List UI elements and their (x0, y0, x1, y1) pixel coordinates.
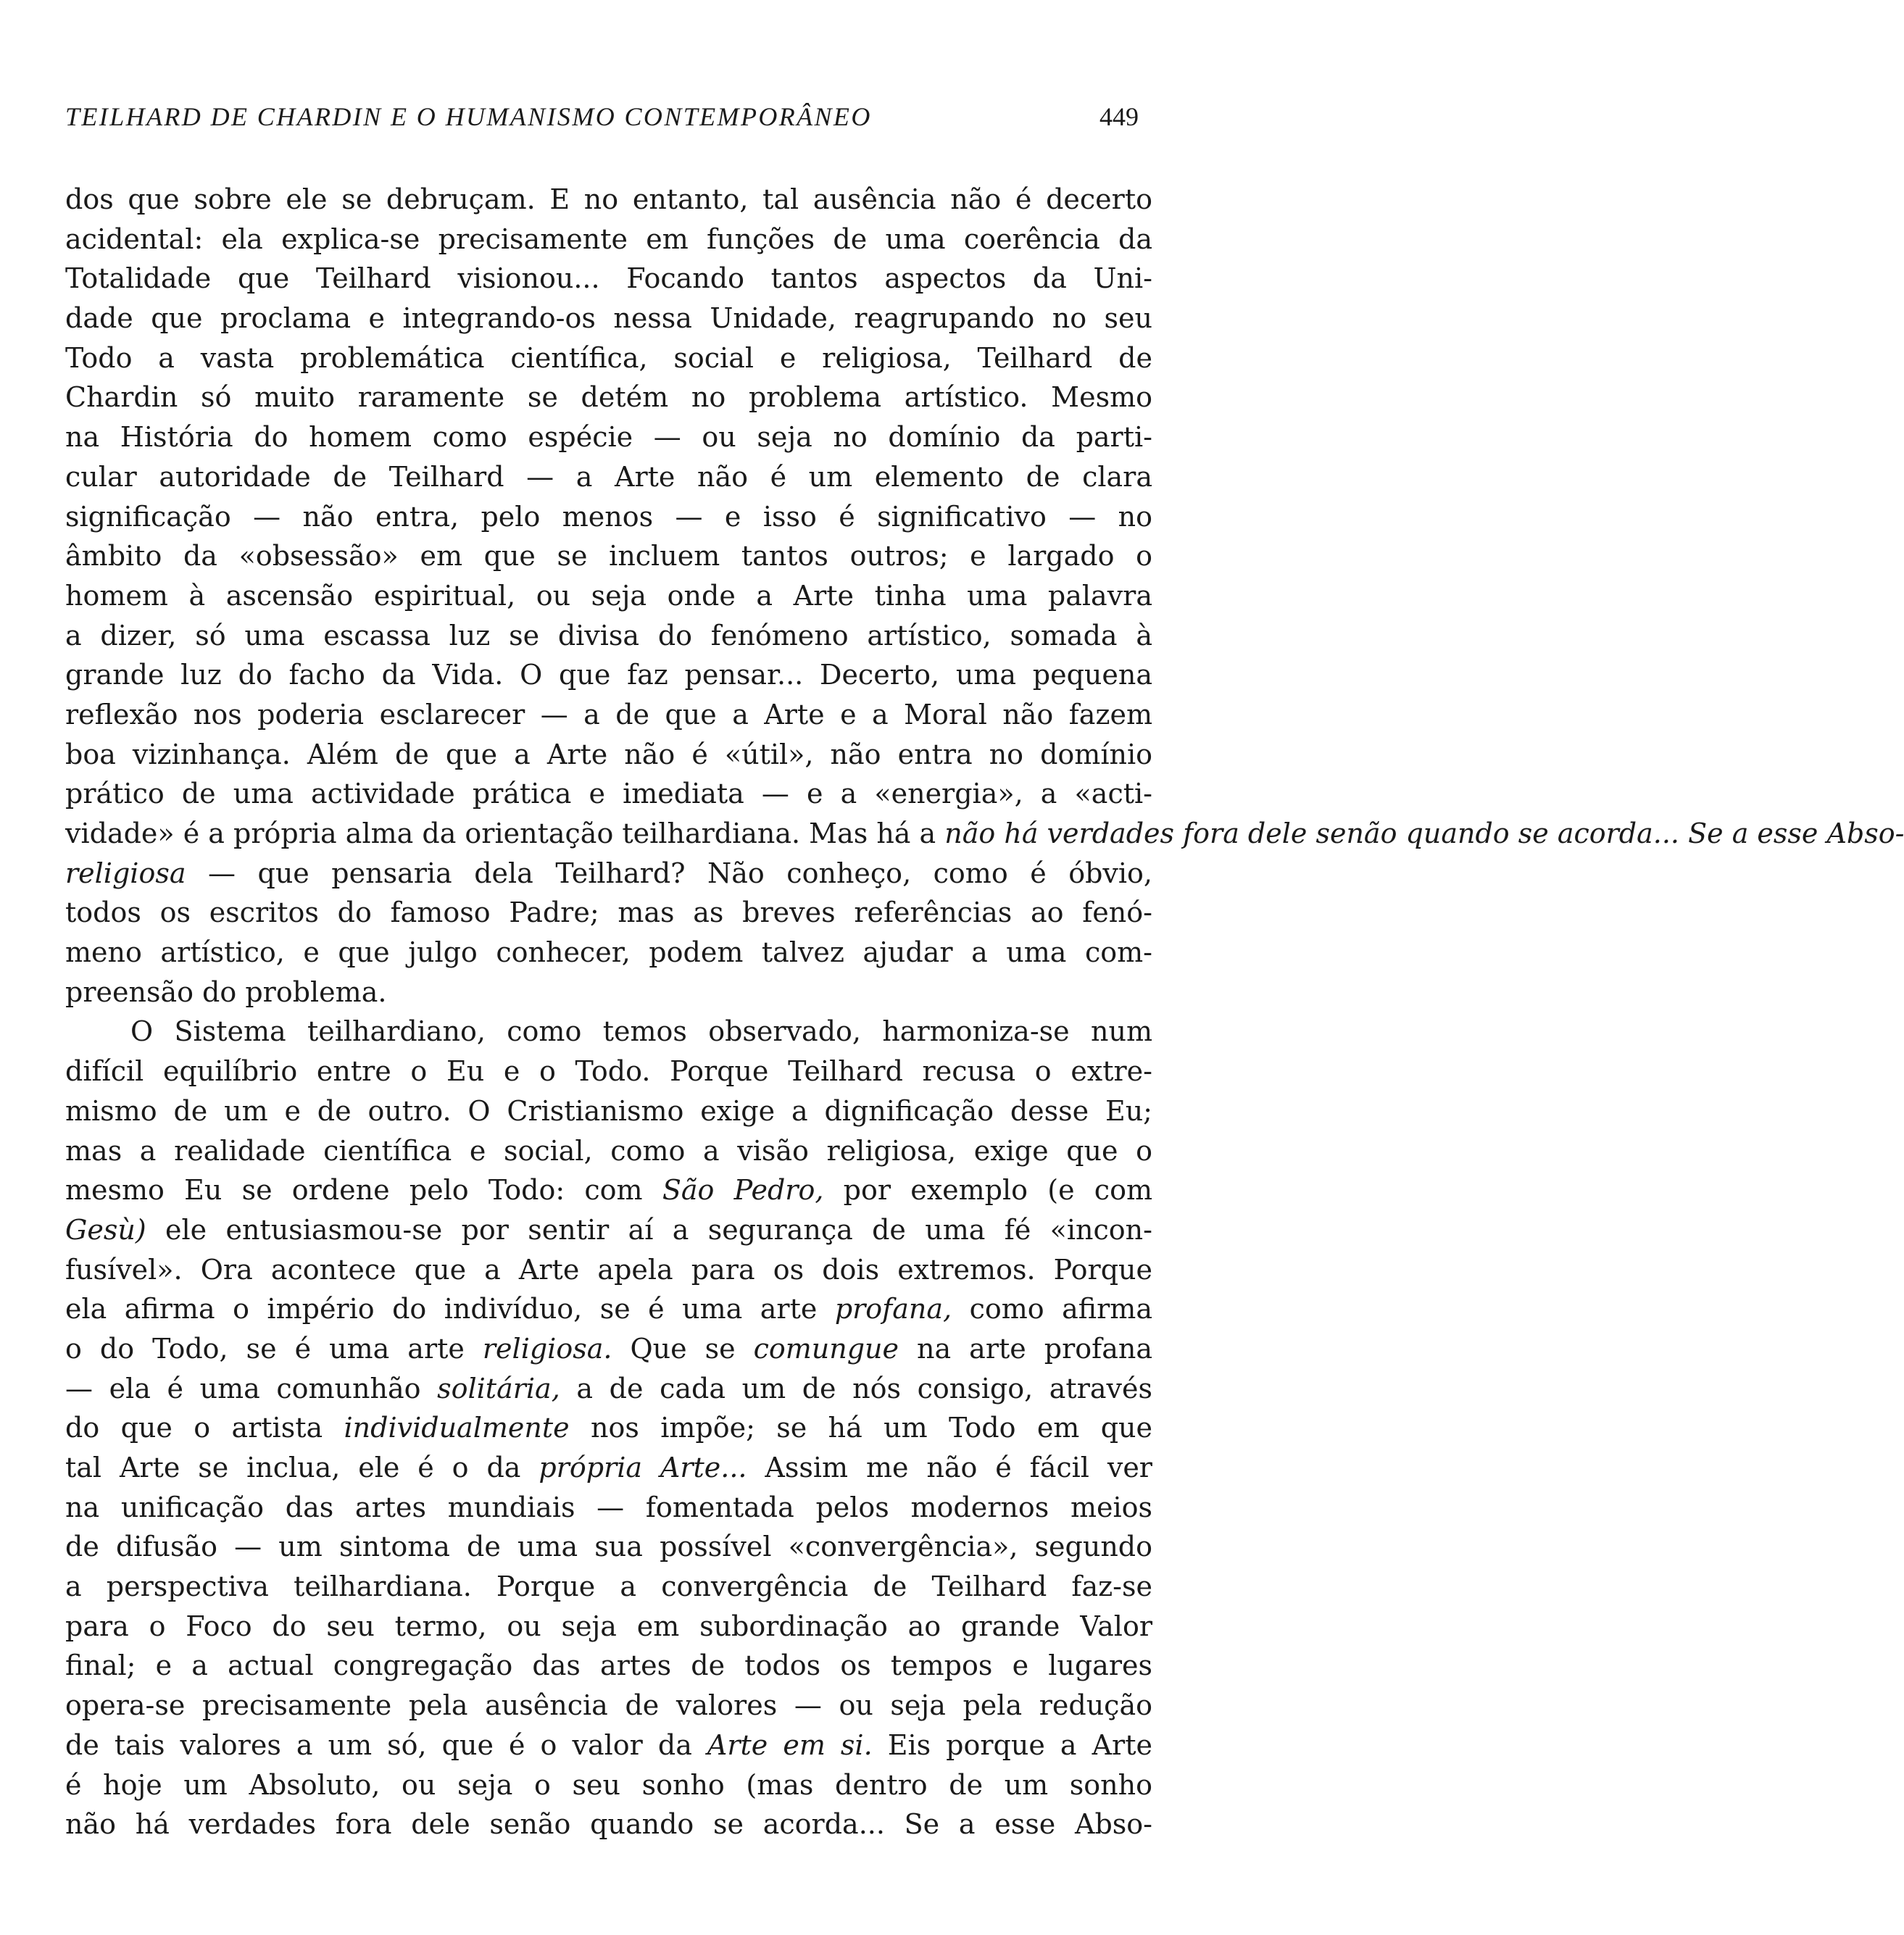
text-line: na História do homem como espécie — ou seja no domínio da parti- (65, 421, 1152, 454)
text-line (65, 1329, 1152, 1369)
text-line: não há verdades fora dele senão quando se acorda... Se a esse Abso- (65, 1808, 1152, 1841)
text-segment: mesmo Eu se ordene pelo Todo: com (65, 1174, 643, 1207)
text-line: todos os escritos do famoso Padre; mas as breves referências ao fenó- (65, 896, 1152, 929)
text-line (65, 854, 1152, 894)
text-line: âmbito da «obsessão» em que se incluem tantos outros; e largado o (65, 540, 1152, 573)
text-line: a perspectiva teilhardiana. Porque a convergência de Teilhard faz-se (65, 1570, 1152, 1603)
italic-segment: individualmente (344, 1412, 570, 1444)
text-segment: por exemplo (e com (843, 1174, 1152, 1207)
text-line (65, 1369, 1152, 1409)
text-line (65, 1408, 1152, 1448)
italic-segment: religiosa. (482, 1332, 612, 1365)
text-segment: o do Todo, se é uma arte (65, 1332, 465, 1365)
italic-segment: própria Arte... (539, 1452, 747, 1484)
text-line: Todo a vasta problemática científica, social e religiosa, Teilhard de (65, 341, 1152, 374)
text-segment: Assim me não é fácil ver (765, 1452, 1152, 1484)
text-segment: tal Arte se inclua, ele é o da (65, 1452, 521, 1484)
text-segment: — que pensaria dela Teilhard? Não conheço, como é óbvio, (208, 857, 1152, 889)
italic-segment: religiosa (65, 857, 186, 889)
text-segment: ela afirma o império do indivíduo, se é uma arte (65, 1293, 818, 1326)
text-line: dos que sobre ele se debruçam. E no entanto, tal ausência não é decerto (65, 183, 1152, 215)
text-segment: vidade» é a própria alma da orientação teilhardiana. Mas há a (65, 817, 936, 849)
text-line: homem à ascensão espiritual, ou seja onde a Arte tinha uma palavra (65, 579, 1152, 612)
text-segment: Que se (630, 1332, 736, 1365)
text-segment: a de cada um de nós consigo, através (576, 1372, 1152, 1405)
text-line: acidental: ela explica-se precisamente em funções de uma coerência da (65, 222, 1152, 255)
text-line: mas a realidade científica e social, como a visão religiosa, exige que o (65, 1134, 1152, 1167)
italic-segment: solitária, (437, 1372, 560, 1405)
italic-segment: não há verdades fora dele senão quando se acorda... Se a esse Abso- (944, 817, 1904, 849)
text-line (65, 1170, 1152, 1210)
text-line: grande luz do facho da Vida. O que faz pensar... Decerto, uma pequena (65, 659, 1152, 691)
text-line (65, 1448, 1152, 1488)
text-line: opera-se precisamente pela ausência de valores — ou seja pela redução (65, 1689, 1152, 1722)
text-segment: do que o artista (65, 1412, 323, 1444)
text-line: mismo de um e de outro. O Cristianismo exige a dignificação desse Eu; (65, 1094, 1152, 1127)
italic-segment: profana, (834, 1293, 952, 1326)
text-segment: Eis porque a Arte (887, 1728, 1152, 1761)
text-line: reflexão nos poderia esclarecer — a de que a Arte e a Moral não fazem (65, 698, 1152, 731)
text-segment: de tais valores a um só, que é o valor da (65, 1728, 692, 1761)
text-line (65, 814, 1904, 854)
text-line: de difusão — um sintoma de uma sua possível «convergência», segundo (65, 1531, 1152, 1563)
text-line: difícil equilíbrio entre o Eu e o Todo. Porque Teilhard recusa o extre- (65, 1055, 1152, 1088)
text-segment: na arte profana (917, 1332, 1152, 1365)
text-segment: como afirma (969, 1293, 1152, 1326)
italic-segment: Arte em si. (707, 1728, 873, 1761)
text-line: final; e a actual congregação das artes de todos os tempos e lugares (65, 1649, 1152, 1682)
text-line: para o Foco do seu termo, ou seja em subordinação ao grande Valor (65, 1610, 1152, 1642)
text-line: prático de uma actividade prática e imediata — e a «energia», a «acti- (65, 778, 1152, 810)
italic-segment: São Pedro, (662, 1174, 824, 1207)
running-head-title: TEILHARD DE CHARDIN E O HUMANISMO CONTEMPORÂNEO (65, 102, 872, 131)
text-segment: nos impõe; se há um Todo em que (590, 1412, 1152, 1444)
italic-segment: comungue (753, 1332, 899, 1365)
text-line (65, 1289, 1152, 1329)
text-line: Totalidade que Teilhard visionou... Focando tantos aspectos da Uni- (65, 262, 1152, 295)
text-line: Chardin só muito raramente se detém no problema artístico. Mesmo (65, 381, 1152, 414)
text-line: boa vizinhança. Além de que a Arte não é «útil», não entra no domínio (65, 738, 1152, 770)
page-number: 449 (1099, 102, 1139, 131)
text-line (65, 1726, 1152, 1765)
text-line: é hoje um Absoluto, ou seja o seu sonho (mas dentro de um sonho (65, 1768, 1152, 1801)
text-line: na unificação das artes mundiais — fomentada pelos modernos meios (65, 1491, 1152, 1523)
text-line: meno artístico, e que julgo conhecer, podem talvez ajudar a uma com- (65, 936, 1152, 969)
text-line: significação — não entra, pelo menos — e isso é significativo — no (65, 500, 1152, 533)
text-segment: ele entusiasmou-se por sentir aí a segurança de uma fé «incon- (165, 1213, 1152, 1246)
text-segment: — ela é uma comunhão (65, 1372, 421, 1405)
text-line: fusível». Ora acontece que a Arte apela para os dois extremos. Porque (65, 1253, 1152, 1286)
italic-segment: Gesù) (65, 1213, 146, 1246)
body-text (65, 180, 1904, 1844)
text-line (65, 1210, 1152, 1250)
text-line: a dizer, só uma escassa luz se divisa do fenómeno artístico, somada à (65, 619, 1152, 652)
text-line: dade que proclama e integrando-os nessa Unidade, reagrupando no seu (65, 302, 1152, 335)
text-line: O Sistema teilhardiano, como temos observado, harmoniza-se num (130, 1015, 1152, 1048)
text-line: cular autoridade de Teilhard — a Arte não é um elemento de clara (65, 460, 1152, 493)
text-line: preensão do problema. (65, 975, 387, 1008)
